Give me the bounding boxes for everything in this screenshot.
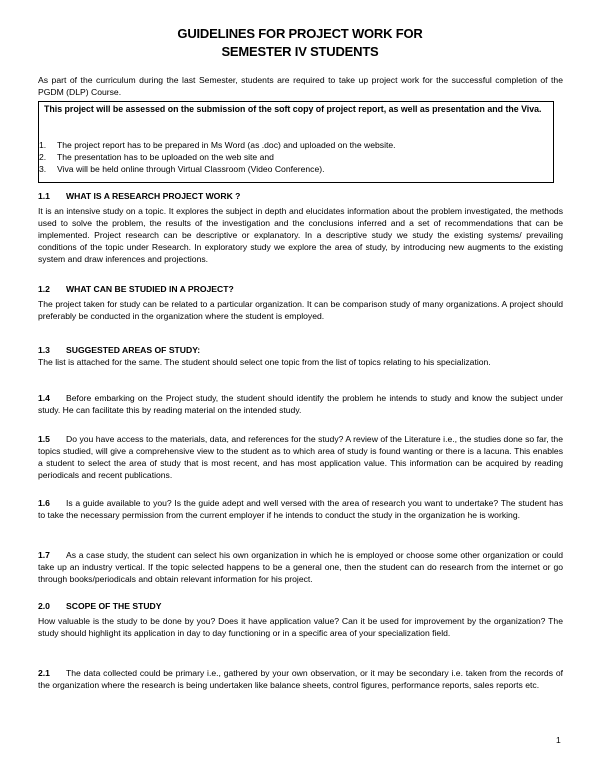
section-body-1-3: The list is attached for the same. The student should select one topic from the list of topics relating to his specialization.: [38, 357, 491, 367]
section-paragraph-1-6: 1.6 Is a guide available to you? Is the guide adept and well versed with the area of research you want to undertake? The student has to take the necessary permission from the current employer if he intends to conduct the study in the organization he is working.: [38, 498, 563, 520]
section-number: 1.7: [38, 550, 50, 560]
list-number: 2.: [39, 152, 47, 162]
title-line-2: SEMESTER IV STUDENTS: [221, 44, 379, 59]
list-number: 3.: [39, 164, 47, 174]
section-number: 1.5: [38, 434, 50, 444]
section-body-1-2: The project taken for study can be related to a particular organization. It can be comparison study of many organizations. A project should preferably be conducted in the organization where the student is employed.: [38, 299, 563, 321]
section-number: 1.4: [38, 393, 50, 403]
section-body-1-1: It is an intensive study on a topic. It explores the subject in depth and elucidates information about the problem investigated, the methods used to solve the problem, the results of the investigation and the conclusions inferred and a set of recommendations that can be implemented. Project research can be descriptive or explanatory. In a descriptive study we study the existing systems/ prevailing conditions of the topic under Research. In exploratory study we explore the area of study, by introducing new augments to the existing system and draw inferences and projections.: [38, 206, 563, 264]
section-number: 1.6: [38, 498, 50, 508]
section-body-2-0: How valuable is the study to be done by you? Does it have application value? Can it be used for improvement by the organization? The study should highlight its application in day to day functioning or in a specific area of your specialization field.: [38, 616, 563, 638]
section-heading-1-2: 1.2 WHAT CAN BE STUDIED IN A PROJECT?: [38, 284, 234, 294]
section-paragraph-1-5: 1.5 Do you have access to the materials, data, and references for the study? A review of the Literature i.e., the studies done so far, the topics studied, will give a comprehensive view to the student as to which area of study is found wanting or there is a lacuna. This enables a student to select the area of study that is most recent, and has most application value. This information can be acquired by reading periodicals and recent publications.: [38, 434, 563, 480]
section-paragraph-2-1: 2.1 The data collected could be primary i.e., gathered by your own observation, or it may be secondary i.e. taken from the records of the organization where the research is being undertaken like balance sheets, control figures, performance reports, sales reports etc.: [38, 668, 563, 690]
list-number: 1.: [39, 140, 47, 150]
assessment-statement: This project will be assessed on the submission of the soft copy of project report, as well as presentation and the Viva.: [44, 104, 542, 114]
section-number: 2.1: [38, 668, 50, 678]
page-number: 1: [556, 735, 561, 745]
section-heading-1-1: 1.1 WHAT IS A RESEARCH PROJECT WORK ?: [38, 191, 241, 201]
section-heading-1-3: 1.3 SUGGESTED AREAS OF STUDY:: [38, 345, 201, 355]
list-text: The project report has to be prepared in Ms Word (as .doc) and uploaded on the website.: [57, 140, 396, 150]
list-text: Viva will be held online through Virtual Classroom (Video Conference).: [57, 164, 325, 174]
intro-paragraph: As part of the curriculum during the last Semester, students are required to take up project work for the successful completion of the PGDM (DLP) Course.: [38, 75, 563, 97]
list-item: [39, 152, 274, 163]
section-paragraph-1-4: 1.4 Before embarking on the Project study, the student should identify the problem he intends to study and know the subject under study. He can facilitate this by reading material on the intended study.: [38, 393, 563, 415]
section-heading-2-0: 2.0 SCOPE OF THE STUDY: [38, 601, 162, 611]
list-item: [39, 140, 396, 151]
assessment-box: [38, 101, 554, 183]
section-paragraph-1-7: 1.7 As a case study, the student can select his own organization in which he is employed or choose some other organization or could take up an industry vertical. If the topic selected happens to be a general one, then the student can do research from the internet or go through books/periodicals and obtain relevant information for his project.: [38, 550, 563, 584]
list-text: The presentation has to be uploaded on the web site and: [57, 152, 274, 162]
list-item: [39, 164, 325, 175]
title-line-1: GUIDELINES FOR PROJECT WORK FOR: [177, 26, 423, 41]
